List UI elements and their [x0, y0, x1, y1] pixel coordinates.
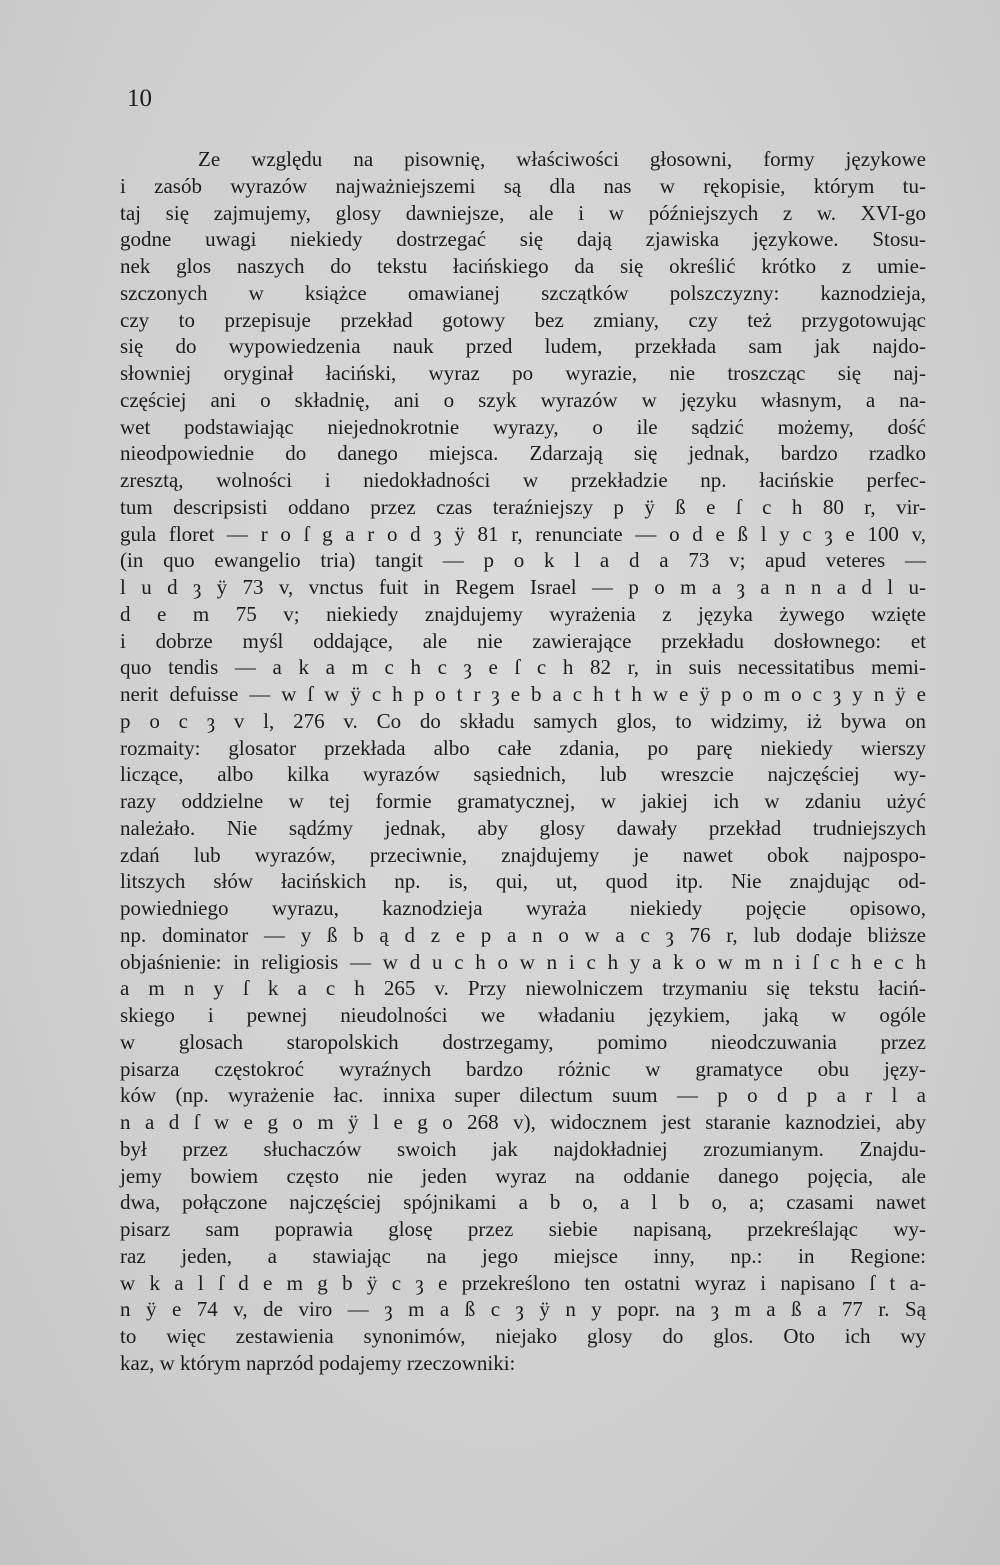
text-line: litszych słów łacińskich np. is, qui, ut, quod itp. Nie znajdując od-: [120, 869, 926, 894]
text-line: wet podstawiając niejednokrotnie wyrazy, o ile sądzić możemy, dość: [120, 414, 926, 439]
text-line: powiedniego wyrazu, kaznodzieja wyraża niekiedy pojęcie opisowo,: [120, 896, 926, 920]
text-line: ków (np. wyrażenie łac. innixa super dilectum suum — p o d p a r l a: [120, 1083, 926, 1108]
text-line: jemy bowiem często nie jeden wyraz na oddanie danego pojęcia, ale: [120, 1163, 926, 1188]
text-line: np. dominator — y ß b ą d z e p a n o w a c ȝ 76 r, lub dodaje bliższe: [120, 922, 926, 947]
text-line: tum descripsisti oddano przez czas teraźniejszy p ÿ ß e ſ c h 80 r, vir-: [120, 494, 926, 519]
text-line: l u d ȝ ÿ 73 v, vnctus fuit in Regem Israel — p o m a ȝ a n n a d l u-: [120, 575, 926, 599]
text-line: p o c ȝ v l, 276 v. Co do składu samych glos, to widzimy, iż bywa on: [120, 708, 926, 733]
text-line: gula floret — r o ſ g a r o d ȝ ÿ 81 r, renunciate — o d e ß l y c ȝ e 100 v,: [120, 521, 926, 546]
text-line: słowniej oryginał łaciński, wyraz po wyrazie, nie troszcząc się naj-: [120, 361, 926, 385]
text-line: nieodpowiednie do danego miejsca. Zdarzają się jednak, bardzo rzadko: [120, 441, 926, 466]
text-line: razy oddzielne w tej formie gramatycznej, w jakiej ich w zdaniu użyć: [120, 789, 926, 813]
text-line: dwa, połączone najczęściej spójnikami a b o, a l b o, a; czasami nawet: [120, 1190, 926, 1215]
text-line: szczonych w książce omawianej szczątków polszczyzny: kaznodzieja,: [120, 280, 926, 305]
text-line: taj się zajmujemy, glosy dawniejsze, ale i w późniejszych z w. XVI-go: [120, 200, 926, 225]
text-line: godne uwagi niekiedy dostrzegać się dają zjawiska językowe. Stosu-: [120, 227, 926, 252]
text-line: zresztą, wolności i niedokładności w przekładzie np. łacińskie perfec-: [120, 468, 926, 492]
text-line: był przez słuchaczów swoich jak najdokładniej zrozumianym. Znajdu-: [120, 1136, 926, 1161]
text-line: d e m 75 v; niekiedy znajdujemy wyrażenia z języka żywego wzięte: [120, 601, 926, 626]
text-line: liczące, albo kilka wyrazów sąsiednich, lub wreszcie najczęściej wy-: [120, 762, 926, 787]
text-line: a m n y ſ k a c h 265 v. Przy niewolniczem trzymaniu się tekstu łaciń-: [120, 976, 926, 1001]
text-line: Ze względu na pisownię, właściwości głosowni, formy językowe: [198, 147, 926, 171]
text-line: częściej ani o składnię, ani o szyk wyrazów w języku własnym, a na-: [120, 387, 926, 412]
text-line: należało. Nie sądźmy jednak, aby glosy dawały przekład trudniejszych: [120, 815, 926, 840]
text-line: to więc zestawienia synonimów, niejako glosy do glos. Oto ich wy: [120, 1324, 926, 1348]
text-line: objaśnienie: in religiosis — w d u c h o w n i c h y a k o w m n i ſ c h e c h: [120, 949, 926, 974]
text-line: n a d ſ w e g o m ÿ l e g o 268 v), widocznem jest staranie kaznodziei, aby: [120, 1110, 926, 1134]
text-line: i dobrze myśl oddające, ale nie zawierające przekładu dosłownego: et: [120, 628, 926, 653]
text-line: skiego i pewnej nieudolności we władaniu językiem, jaką w ogóle: [120, 1003, 926, 1027]
text-line: się do wypowiedzenia nauk przed ludem, przekłada sam jak najdo-: [120, 334, 926, 359]
text-line: rozmaity: glosator przekłada albo całe zdania, po parę niekiedy wierszy: [120, 735, 926, 760]
text-line: czy to przepisuje przekład gotowy bez zmiany, czy też przygotowując: [120, 307, 926, 332]
text-line: (in quo ewangelio tria) tangit — p o k l a d a 73 v; apud veteres —: [120, 548, 926, 573]
text-line: n ÿ e 74 v, de viro — ȝ m a ß c ȝ ÿ n y popr. na ȝ m a ß a 77 r. Są: [120, 1297, 926, 1322]
body-paragraph: [120, 146, 926, 1377]
text-line: quo tendis — a k a m c h c ȝ e ſ c h 82 r, in suis necessitatibus memi-: [120, 655, 926, 680]
text-line: zdań lub wyrazów, przeciwnie, znajdujemy je nawet obok najpospo-: [120, 842, 926, 867]
text-line: w glosach staropolskich dostrzegamy, pomimo nieodczuwania przez: [120, 1029, 926, 1054]
text-line: pisarza częstokroć wyraźnych bardzo różnic w gramatyce obu języ-: [120, 1056, 926, 1081]
text-line: w k a l ſ d e m g b ÿ c ȝ e przekreślono ten ostatni wyraz i napisano ſ t a-: [120, 1270, 926, 1295]
page-number: 10: [127, 85, 152, 112]
text-line: kaz, w którym naprzód podajemy rzeczowniki:: [120, 1350, 516, 1375]
text-line: raz jeden, a stawiając na jego miejsce inny, np.: in Regione:: [120, 1243, 926, 1268]
text-line: i zasób wyrazów najważniejszemi są dla nas w rękopisie, którym tu-: [120, 173, 926, 198]
text-line: nek glos naszych do tekstu łacińskiego da się określić krótko z umie-: [120, 254, 926, 278]
text-line: nerit defuisse — w ſ w ÿ c h p o t r ȝ e b a c h t h w e ÿ p o m o c ȝ y n ÿ e: [120, 682, 926, 706]
text-line: pisarz sam poprawia glosę przez siebie napisaną, przekreślając wy-: [120, 1217, 926, 1241]
